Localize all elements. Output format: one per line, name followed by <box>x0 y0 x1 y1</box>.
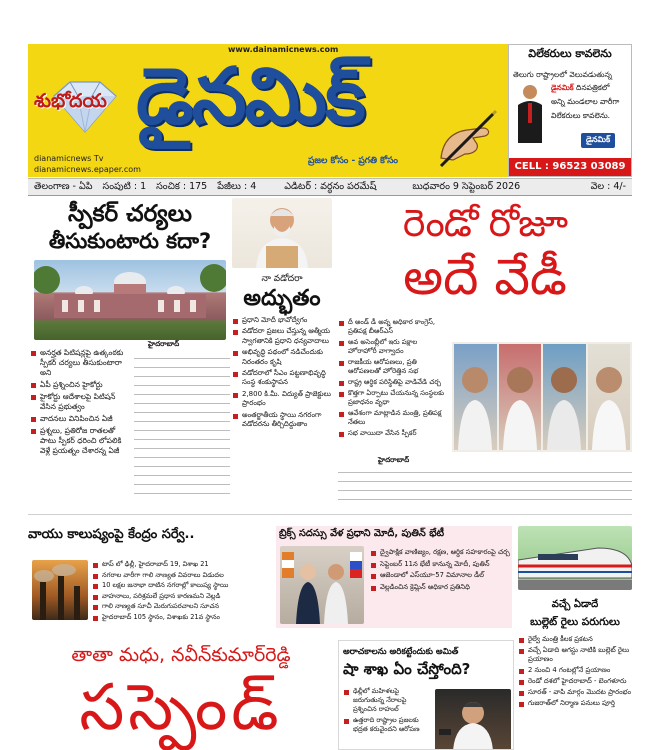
minister-portrait-3 <box>543 344 586 450</box>
list-item: ఢిల్లీలో మహిళలపై జరుగుతున్న నేరాలపై ప్రశ్నించిన రాహుల్ <box>343 687 431 714</box>
high-court-photo <box>34 260 226 340</box>
story-suspend-subhead[interactable]: తాతా మధు, నవీన్‌కుమార్‌రెడ్డి <box>71 644 291 666</box>
list-item: ఏపీ ప్రశ్నించిన హైకోర్టు <box>30 380 128 390</box>
story-train-headline[interactable]: బుల్లెట్ రైలు పరుగులు <box>530 616 620 628</box>
story-shah-bullets <box>343 687 431 736</box>
story-brics[interactable] <box>276 526 512 628</box>
volume: సంపుటి : 1 <box>102 180 147 192</box>
epaper-url[interactable]: dianamicnews.epaper.com <box>34 165 141 174</box>
story-amit-shah[interactable] <box>338 640 514 750</box>
story-assembly[interactable] <box>338 200 632 510</box>
list-item: అవ అసెంబ్లీలో ఇరు పక్షాల హోరాహోరీ వాగ్వాదం <box>338 338 446 356</box>
list-item: వాహనాలు, పరిశ్రమలే ప్రధాన కారణమని వెల్లడి <box>92 592 272 601</box>
list-item: 2 నుంచి 4 గంటల్లోనే ప్రయాణం <box>518 666 632 675</box>
story-speaker[interactable] <box>30 200 230 510</box>
issue-info-bar <box>28 178 632 196</box>
modi-photo <box>232 198 332 268</box>
modi-putin-photo <box>280 546 364 624</box>
list-item: 2,800 కి.మీ. విద్యుత్ ప్రాజెక్టులు ప్రారంభం <box>232 390 332 409</box>
story-suspend[interactable] <box>28 642 334 750</box>
story-vadodara-kicker: నా వడోదరా <box>261 274 303 284</box>
minister-portrait-2 <box>499 344 542 450</box>
ad-title: విలేకరులు కావలెను <box>509 45 631 63</box>
list-item: సూరత్ - వాపి మార్గం మొదట ప్రారంభం <box>518 688 632 697</box>
story-air-pollution[interactable] <box>28 526 272 636</box>
story-brics-bullets <box>370 548 510 594</box>
issue-date: బుధవారం 9 సెప్టెంబర్ 2026 <box>412 180 521 192</box>
story-shah-headline-1[interactable]: అరాచకాలను అరికట్టేందుకు అమిత్ <box>343 647 459 657</box>
list-item: కొత్తగా ఏర్పాటు చేయనున్న సంస్థలకు ప్రజాధనం వృధా <box>338 389 446 407</box>
story-speaker-bullets <box>30 348 128 456</box>
list-item: ఉత్తరాది రాష్ట్రాల ప్రజలకు భద్రత కరువైందని ఆరోపణ <box>343 716 431 734</box>
list-item: అంతర్జాతీయ స్థాయి నగరంగా వడోదరను తీర్చిదిద్దుతాం <box>232 411 332 430</box>
price: వెల : 4/- <box>590 180 626 192</box>
list-item: వడోదరా ప్రజలు చేస్తున్న ఆత్మీయ స్వాగతానికి ప్రధాని ధన్యవాదాలు <box>232 327 332 346</box>
story-vadodara-headline[interactable]: అద్భుతం <box>243 286 321 311</box>
list-item: ద్వైపాక్షిక వాణిజ్యం, రక్షణ, ఆర్థిక సహకారంపై చర్చ <box>370 548 510 558</box>
ad-line1: తెలుగు రాష్ట్రాలలో వెలువడుతున్న <box>513 70 612 79</box>
story-speaker-dateline: హైదరాబాద్ <box>148 340 180 348</box>
hand-pen-icon <box>433 110 497 168</box>
list-item: 10 లక్షల జనాభా దాటిన నగరాల్లో కాలుష్య స్థాయి <box>92 581 272 590</box>
story-assembly-body <box>338 466 632 506</box>
list-item: రైల్వే మంత్రి కీలక ప్రకటన <box>518 635 632 644</box>
rahul-photo <box>435 689 511 750</box>
story-assembly-bullets <box>338 318 446 440</box>
list-item: గుజరాత్‌లో నిర్మాణ పనులు పూర్తి <box>518 699 632 708</box>
list-item: ఆవేశంగా మాట్లాడిన మంత్రి, ప్రతిపక్ష నేతలు <box>338 409 446 427</box>
website-url[interactable]: www.dainamicnews.com <box>228 45 339 54</box>
story-bullet-train[interactable] <box>518 526 632 750</box>
list-item: గాలి నాణ్యత సూచీ మెరుగుపరచాలని సూచన <box>92 602 272 611</box>
story-pollution-headline[interactable]: వాయు కాలుష్యంపై కేంద్రం సర్వే.. <box>28 527 195 542</box>
list-item: సభ వాయిదా వేసిన స్పీకర్ <box>338 429 446 438</box>
list-item: ప్రధాని మోదీ భావోద్వేగం <box>232 316 332 325</box>
ministers-photo <box>452 342 632 452</box>
story-suspend-headline[interactable]: సస్పెండ్ <box>79 671 283 745</box>
tagline: ప్రజల కోసం - ప్రగతి కోసం <box>308 156 398 166</box>
page-count: పేజీలు : 4 <box>217 180 257 192</box>
list-item: హైకోర్టు ఆదేశాలపై పిటిషన్ వేసిన ప్రభుత్వం <box>30 392 128 412</box>
list-item: రెండో దశలో హైదరాబాద్ - బెంగళూరు <box>518 677 632 686</box>
issue-number: సంచిక : 175 <box>156 180 208 192</box>
ad-line3: అన్ని మండలాల వారీగా <box>551 97 620 106</box>
story-pollution-bullets <box>92 560 272 624</box>
story-train-kicker: వచ్చే ఏడాదే <box>551 599 599 610</box>
story-train-bullets <box>518 635 632 708</box>
list-item: వచ్చే ఏడాది ఆగస్టు నాటికి బుల్లెట్ రైలు ప్రయాణం <box>518 646 632 664</box>
list-item: వాదనలు వినిపించిన ఏజీ <box>30 414 128 424</box>
editor: ఎడిటర్ : వర్ధనం పరమేష్ <box>284 180 377 192</box>
ad-cell[interactable]: CELL : 96523 03089 <box>509 158 631 176</box>
list-item: నగరాల వారీగా గాలి నాణ్యత వివరాలు విడుదల <box>92 571 272 580</box>
classified-ad[interactable] <box>508 44 632 177</box>
list-item: రాజకీయ ఆరోపణలు, ప్రతి ఆరోపణలతో హోరెత్తిన సభ <box>338 358 446 376</box>
pollution-photo <box>32 560 88 620</box>
minister-portrait-4 <box>588 344 631 450</box>
list-item: దీ అండ్ డీ అన్న అధికార కాంగ్రెస్, ప్రతిపక్ష బీఆర్ఎస్ <box>338 318 446 336</box>
shubhodaya-title: శుభోదయ <box>34 90 107 112</box>
story-shah-headline-2[interactable]: షా శాఖ ఏం చేస్తోంది? <box>343 660 471 678</box>
list-item: ఆజెండాలో ఎస్‌యూ-57 విమానాల డీల్ <box>370 571 510 581</box>
ad-badge: డైనమిక్ <box>581 133 615 148</box>
story-speaker-headline-1[interactable]: స్పీకర్ చర్యలు <box>67 201 193 227</box>
list-item: సెప్టెంబర్ 11న భేటీ కానున్న మోదీ, పుతిన్ <box>370 560 510 570</box>
region: తెలంగాణ - ఏపి <box>34 180 93 192</box>
newspaper-title: డైనమిక్ <box>136 52 364 142</box>
story-speaker-body <box>134 352 230 502</box>
bullet-train-photo <box>518 526 632 590</box>
list-item: అభివృద్ధి పథంలో నడిచేందుకు నిరంతరం కృషి <box>232 348 332 367</box>
list-item: హైదరాబాద్ 105 స్థానం, విశాఖకు 21వ స్థానం <box>92 613 272 622</box>
list-item: వడోదరాలో సీఎం పట్టణాభివృద్ధి సంస్థ శంకుస్థాపన <box>232 369 332 388</box>
list-item: టాప్ లో ఢిల్లీ, హైదరాబాద్ 19, విశాఖ 21 <box>92 560 272 569</box>
story-assembly-dateline: హైదరాబాద్ <box>378 456 410 464</box>
minister-portrait-1 <box>454 344 497 450</box>
list-item: వెల్లడించిన క్రెమ్లిన్ అధికార ప్రతినిధి <box>370 583 510 593</box>
ad-line2-rest: దినపత్రికలో <box>573 83 610 92</box>
story-vadodara-bullets <box>232 316 332 429</box>
section-divider <box>28 514 632 515</box>
list-item: రాష్ట్ర ఆర్థిక పరిస్థితిపై వాడివేడి చర్చ <box>338 378 446 387</box>
list-item: ప్రశ్నలు, ప్రతిరోజ రాతలతో పాటు స్పీకర్ ధరించి లోపలికి వెళ్లే ప్రయత్నం చేశారన్న ఏజీ <box>30 426 128 456</box>
story-speaker-headline-2[interactable]: తీసుకుంటారు కదా? <box>48 229 212 253</box>
ad-line2 <box>551 83 631 94</box>
ad-line4: విలేకరులు కావలెను. <box>551 111 611 120</box>
reporter-figure-icon <box>515 83 545 143</box>
story-assembly-headline-2[interactable]: అదే వేడీ <box>403 248 567 306</box>
story-vadodara[interactable] <box>232 198 332 508</box>
list-item: అనర్హత పిటిషన్లపై ఉత్కంఠకు స్పీకర్ చర్యలు తీసుకుంటారా అని <box>30 348 128 378</box>
ad-line2-brand: డైనమిక్ <box>551 83 574 92</box>
story-brics-headline[interactable]: బ్రిక్స్ సదస్సు వేళ ప్రధాని మోదీ, పుతిన్ భేటీ <box>279 528 445 539</box>
tv-label: dianamicnews Tv <box>34 154 104 163</box>
story-assembly-headline-1[interactable]: రెండో రోజూ <box>402 201 568 245</box>
